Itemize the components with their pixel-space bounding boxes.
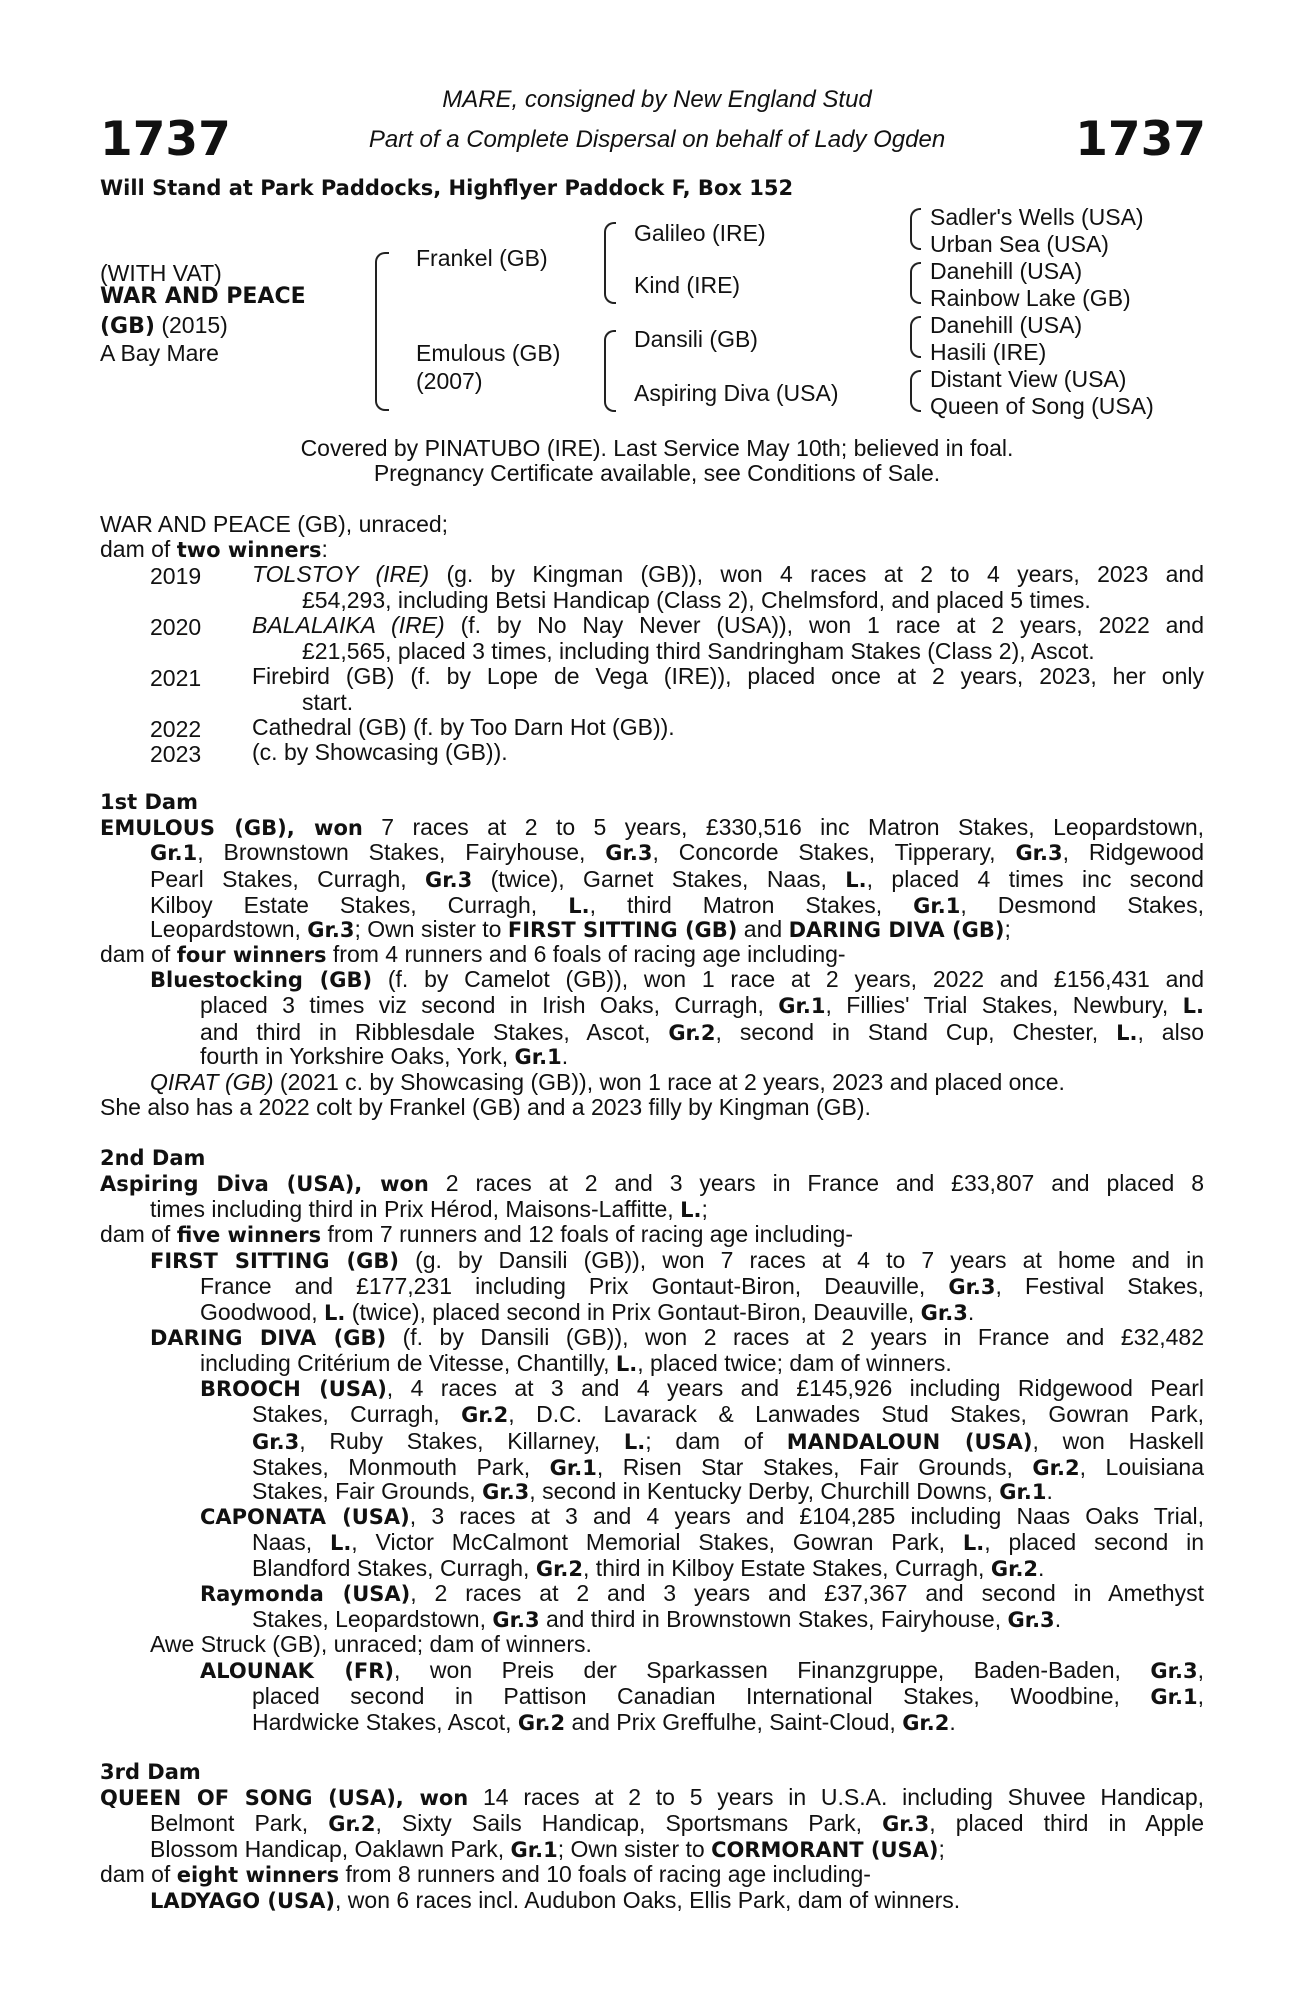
daring-diva-entry: DARING DIVA (GB) (f. by Dansili (GB)), won 2 races at 2 years in France and £32,482 (150, 1324, 1204, 1350)
second-dam-paragraph-cont: times including third in Prix Hérod, Maisons-Laffitte, L.; (150, 1196, 708, 1222)
lot-number-right: 1737 (1075, 112, 1206, 167)
bluestocking-entry: Bluestocking (GB) (f. by Camelot (GB)), won 1 race at 2 years, 2022 and £156,431 and (150, 966, 1204, 992)
gg-brace-2 (910, 262, 921, 304)
produce-entry-cathedral: Cathedral (GB) (f. by Too Darn Hot (GB)). (252, 714, 675, 740)
sire-dam: Kind (IRE) (634, 272, 741, 298)
horse-description: A Bay Mare (100, 340, 219, 366)
sire-sire: Galileo (IRE) (634, 220, 766, 246)
stand-line: Will Stand at Park Paddocks, Highflyer Paddock F, Box 152 (100, 176, 794, 200)
covering-line-1: Covered by PINATUBO (IRE). Last Service May 10th; believed in foal. (300, 435, 1014, 461)
lot-number-left: 1737 (100, 112, 231, 167)
caponata-entry-cont: Naas, L., Victor McCalmont Memorial Stakes, Gowran Park, L., placed second in (252, 1529, 1204, 1555)
third-dam-paragraph: QUEEN OF SONG (USA), won 14 races at 2 to 5 years in U.S.A. including Shuvee Handicap, (100, 1784, 1205, 1810)
third-dam-heading: 3rd Dam (100, 1760, 201, 1784)
ladyago-entry: LADYAGO (USA), won 6 races incl. Audubon Oaks, Ellis Park, dam of winners. (150, 1887, 961, 1913)
first-dam-sisters: Leopardstown, Gr.3; Own sister to FIRST SITTING (GB) and DARING DIVA (GB); (150, 916, 1011, 942)
horse-name: WAR AND PEACE (100, 284, 306, 309)
alounak-entry: ALOUNAK (FR), won Preis der Sparkassen Finanzgruppe, Baden-Baden, Gr.3, (200, 1657, 1204, 1683)
bluestocking-entry-cont: placed 3 times viz second in Irish Oaks, Curragh, Gr.1, Fillies' Trial Stakes, Newbury, L. and third in Ribblesdale Stakes, Ascot, Gr.2, second in Stand Cup, Chester, L., also (200, 992, 1205, 1045)
produce-entry-tolstoy-cont: £54,293, including Betsi Handicap (Class 2), Chelmsford, and placed 5 times. (302, 587, 1091, 613)
first-dam-paragraph: EMULOUS (GB), won 7 races at 2 to 5 years, £330,516 inc Matron Stakes, Leopardstown, (100, 814, 1204, 840)
produce-entry-tolstoy: TOLSTOY (IRE) (g. by Kingman (GB)), won 4 races at 2 to 4 years, 2023 and (252, 561, 1204, 587)
second-dam-heading: 2nd Dam (100, 1146, 206, 1170)
consignor-line: MARE, consigned by New England Stud (442, 86, 872, 113)
produce-year: 2023 (150, 741, 202, 767)
produce-entry-2023: (c. by Showcasing (GB)). (252, 739, 508, 765)
gg-7: Distant View (USA) (930, 366, 1127, 392)
first-dam-paragraph-cont: Gr.1, Brownstown Stakes, Fairyhouse, Gr.3, Concorde Stakes, Tipperary, Gr.3, Ridgewood Pearl Stakes, Curragh, Gr.3 (twice), Garnet Stakes, Naas, L., placed 4 times inc second Kilboy Estate Stakes, Curragh, L., third Matron Stakes, Gr.1, Desmond Stakes, (150, 839, 1204, 919)
first-dam-other-foals: She also has a 2022 colt by Frankel (GB) and a 2023 filly by Kingman (GB). (100, 1094, 871, 1120)
produce-entry-balalaika: BALALAIKA (IRE) (f. by No Nay Never (USA)), won 1 race at 2 years, 2022 and (252, 612, 1204, 638)
awe-struck-entry: Awe Struck (GB), unraced; dam of winners. (150, 1631, 592, 1657)
raymonda-entry-cont: Stakes, Leopardstown, Gr.3 and third in Brownstown Stakes, Fairyhouse, Gr.3. (252, 1606, 1062, 1632)
alounak-entry-end: Hardwicke Stakes, Ascot, Gr.2 and Prix Greffulhe, Saint-Cloud, Gr.2. (252, 1709, 956, 1735)
third-dam-paragraph-cont: Belmont Park, Gr.2, Sixty Sails Handicap, Sportsmans Park, Gr.3, placed third in Apple (150, 1810, 1204, 1836)
produce-year: 2019 (150, 563, 202, 589)
gg-4: Rainbow Lake (GB) (930, 285, 1131, 311)
pedigree-brace-main (375, 252, 389, 411)
first-sitting-entry-end: Goodwood, L. (twice), placed second in Prix Gontaut-Biron, Deauville, Gr.3. (200, 1299, 975, 1325)
qirat-entry: QIRAT (GB) (2021 c. by Showcasing (GB)), won 1 race at 2 years, 2023 and placed once. (150, 1069, 1065, 1095)
gg-brace-4 (910, 370, 921, 412)
second-dam-dam-of: dam of five winners from 7 runners and 12 foals of racing age including- (100, 1221, 853, 1247)
gg-5: Danehill (USA) (930, 312, 1083, 338)
raymonda-entry: Raymonda (USA), 2 races at 2 and 3 years and £37,367 and second in Amethyst (200, 1580, 1204, 1606)
daring-diva-entry-cont: including Critérium de Vitesse, Chantilly, L., placed twice; dam of winners. (200, 1350, 952, 1376)
bluestocking-entry-end: fourth in Yorkshire Oaks, York, Gr.1. (200, 1043, 569, 1069)
produce-year: 2020 (150, 614, 202, 640)
dam-dam: Aspiring Diva (USA) (634, 380, 839, 406)
pedigree-brace-sire (604, 222, 616, 304)
gg-3: Danehill (USA) (930, 258, 1083, 284)
brooch-entry-end: Stakes, Fair Grounds, Gr.3, second in Kentucky Derby, Churchill Downs, Gr.1. (252, 1478, 1053, 1504)
produce-entry-balalaika-cont: £21,565, placed 3 times, including third Sandringham Stakes (Class 2), Ascot. (302, 638, 1095, 664)
covering-line-2: Pregnancy Certificate available, see Conditions of Sale. (373, 460, 941, 486)
dam-year: (2007) (416, 368, 483, 394)
gg-brace-3 (910, 316, 921, 358)
gg-1: Sadler's Wells (USA) (930, 204, 1144, 230)
produce-intro: WAR AND PEACE (GB), unraced; (100, 511, 449, 537)
brooch-entry: BROOCH (USA), 4 races at 3 and 4 years and £145,926 including Ridgewood Pearl (200, 1375, 1204, 1401)
first-dam-dam-of: dam of four winners from 4 runners and 6 foals of racing age including- (100, 941, 846, 967)
brooch-entry-cont: Stakes, Curragh, Gr.2, D.C. Lavarack & Lanwades Stud Stakes, Gowran Park, Gr.3, Ruby Stakes, Killarney, L.; dam of MANDALOUN (USA), won Haskell Stakes, Monmouth Park, Gr.1, Risen Star Stakes, Fair Grounds, Gr.2, Louisiana (252, 1401, 1205, 1481)
third-dam-dam-of: dam of eight winners from 8 runners and 10 foals of racing age including- (100, 1861, 871, 1887)
first-dam-heading: 1st Dam (100, 790, 198, 814)
dispersal-line: Part of a Complete Dispersal on behalf of Lady Ogden (368, 126, 946, 153)
produce-year: 2021 (150, 665, 202, 691)
horse-origin-year: (GB) (2015) (100, 312, 228, 339)
sire-name: Frankel (GB) (416, 245, 548, 271)
caponata-entry: CAPONATA (USA), 3 races at 3 and 4 years and £104,285 including Naas Oaks Trial, (200, 1503, 1204, 1529)
produce-entry-firebird-cont: start. (302, 689, 354, 715)
gg-brace-1 (910, 208, 921, 250)
first-sitting-entry: FIRST SITTING (GB) (g. by Dansili (GB)), won 7 races at 4 to 7 years at home and in (150, 1247, 1204, 1273)
alounak-entry-cont: placed second in Pattison Canadian International Stakes, Woodbine, Gr.1, (252, 1683, 1204, 1709)
produce-year: 2022 (150, 716, 202, 742)
produce-entry-firebird: Firebird (GB) (f. by Lope de Vega (IRE)), placed once at 2 years, 2023, her only (252, 663, 1204, 689)
produce-dam-of: dam of two winners: (100, 536, 328, 562)
dam-name: Emulous (GB) (416, 340, 561, 366)
vat-label: (WITH VAT) (100, 260, 222, 286)
gg-8: Queen of Song (USA) (930, 393, 1154, 419)
first-sitting-entry-cont: France and £177,231 including Prix Gontaut-Biron, Deauville, Gr.3, Festival Stakes, (200, 1273, 1204, 1299)
pedigree-brace-dam (604, 330, 616, 412)
dam-sire: Dansili (GB) (634, 326, 758, 352)
third-dam-sister: Blossom Handicap, Oaklawn Park, Gr.1; Own sister to CORMORANT (USA); (150, 1836, 945, 1862)
caponata-entry-end: Blandford Stakes, Curragh, Gr.2, third in Kilboy Estate Stakes, Curragh, Gr.2. (252, 1555, 1045, 1581)
second-dam-paragraph: Aspiring Diva (USA), won 2 races at 2 and 3 years in France and £33,807 and placed 8 (100, 1170, 1204, 1196)
gg-6: Hasili (IRE) (930, 339, 1047, 365)
gg-2: Urban Sea (USA) (930, 231, 1109, 257)
